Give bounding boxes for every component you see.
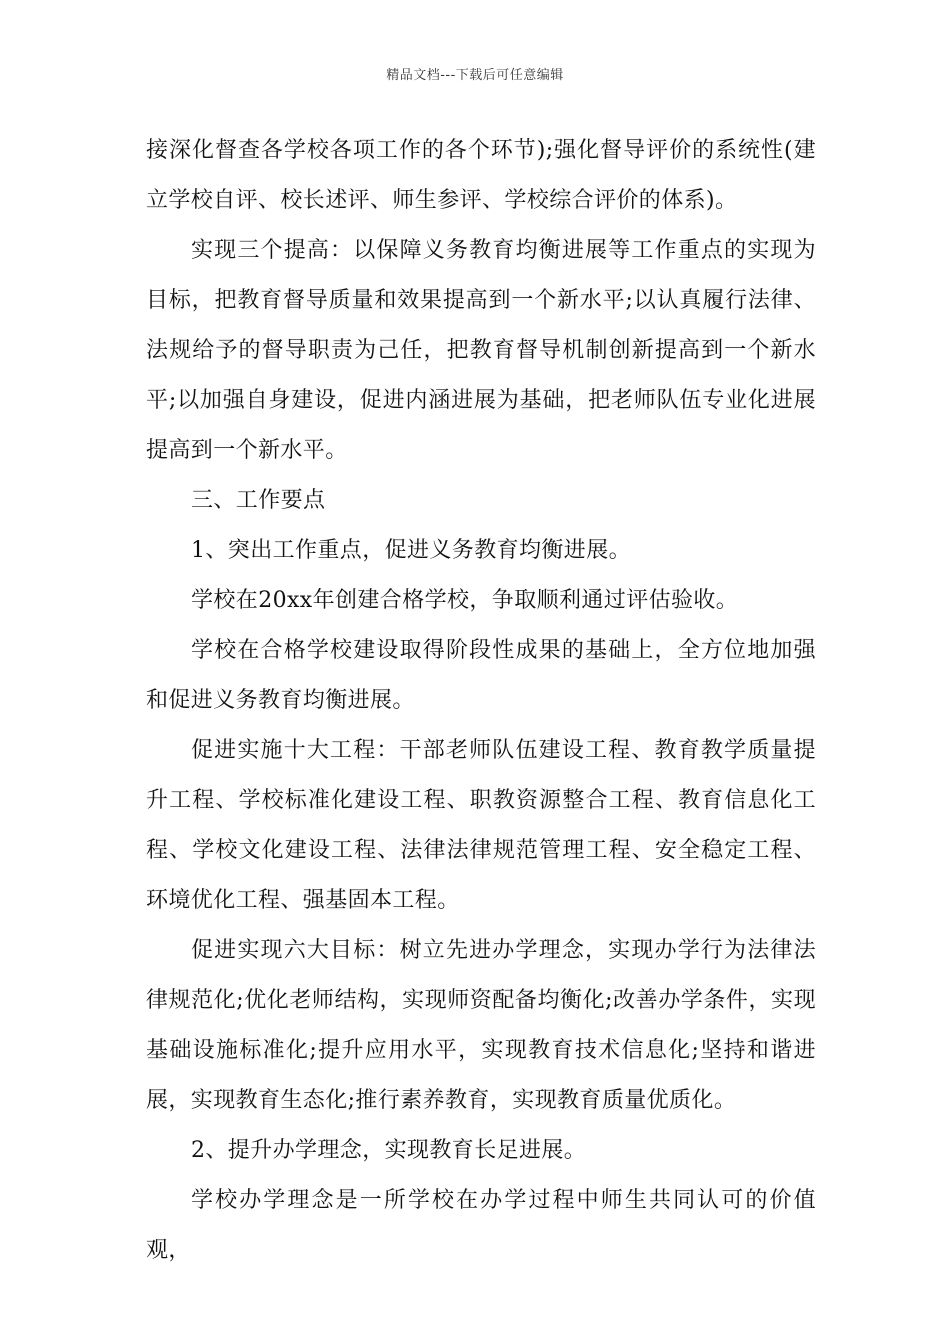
paragraph: 学校在20xx年创建合格学校，争取顺利通过评估验收。 — [191, 588, 739, 613]
paragraph: 学校在合格学校建设取得阶段性成果的基础上，全方位地加强和促进义务教育均衡进展。 — [146, 638, 816, 713]
paragraph: 促进实施十大工程：干部老师队伍建设工程、教育教学质量提升工程、学校标准化建设工程、职教资源整合工程、教育信息化工程、学校文化建设工程、法律法律规范管理工程、安全稳定工程、环境优化工程、强基固本工程。 — [146, 738, 816, 913]
paragraph: 学校办学理念是一所学校在办学过程中师生共同认可的价值观， — [146, 1188, 816, 1263]
subsection-heading: 2、提升办学理念，实现教育长足进展。 — [191, 1138, 587, 1163]
subsection-heading: 1、突出工作重点，促进义务教育均衡进展。 — [191, 538, 631, 563]
paragraph: 接深化督查各学校各项工作的各个环节);强化督导评价的系统性(建立学校自评、校长述评、师生参评、学校综合评价的体系)。 — [146, 138, 816, 213]
paragraph: 实现三个提高：以保障义务教育均衡进展等工作重点的实现为目标，把教育督导质量和效果提高到一个新水平;以认真履行法律、法规给予的督导职责为己任，把教育督导机制创新提高到一个新水平;以加强自身建设，促进内涵进展为基础，把老师队伍专业化进展提高到一个新水平。 — [146, 238, 816, 463]
section-heading: 三、工作要点 — [191, 488, 326, 513]
document-body — [146, 126, 816, 1276]
paragraph: 促进实现六大目标：树立先进办学理念，实现办学行为法律法律规范化;优化老师结构，实现师资配备均衡化;改善办学条件，实现基础设施标准化;提升应用水平，实现教育技术信息化;坚持和谐进展，实现教育生态化;推行素养教育，实现教育质量优质化。 — [146, 938, 816, 1113]
page-header: 精品文档---下载后可任意编辑 — [386, 68, 564, 83]
